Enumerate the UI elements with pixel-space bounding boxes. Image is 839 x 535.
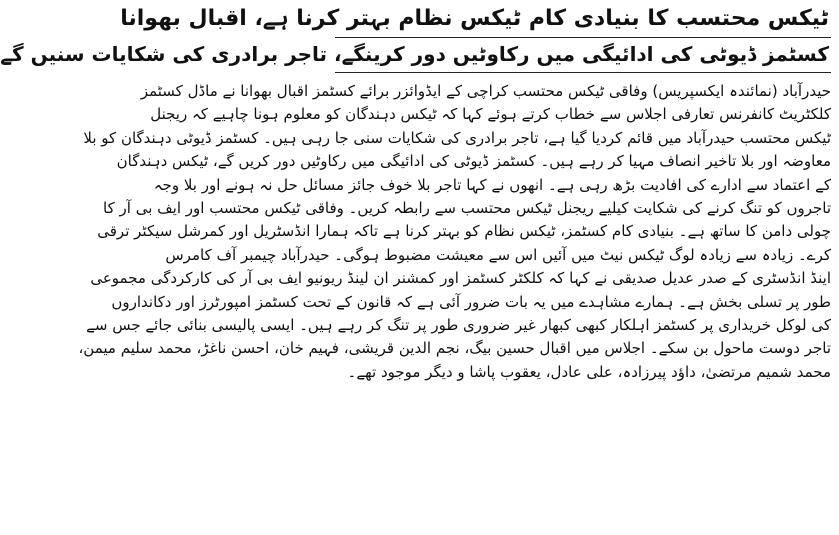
body-line: اینڈ انڈسٹری کے صدر عدیل صدیقی نے کہا کہ کلکٹر کسٹمز اور کمشنر ان لینڈ ریونیو ایف بی آر کی کارکردگی مجموعی xyxy=(90,269,831,288)
body-line: کرے۔ زیادہ سے زیادہ لوگ ٹیکس نیٹ میں آئیں اس سے معیشت مضبوط ہوگی۔ حیدرآباد چیمبر آف کامرس xyxy=(165,245,831,264)
body-line: کی لوکل خریداری پر کسٹمز اہلکار کبھی کبھار غیر ضروری طور پر تنگ کر رہے ہیں۔ ایسی پالیسی بنائی جائے جس سے xyxy=(86,315,831,334)
headline-main: ٹیکس محتسب کا بنیادی کام ٹیکس نظام بہتر کرنا ہے، اقبال بھوانا xyxy=(120,6,829,31)
article-body xyxy=(78,80,831,384)
body-line: تاجر دوست ماحول بن سکے۔ اجلاس میں اقبال حسین بیگ، نجم الدین قریشی، فہیم خان، احسن ناغڑ، محمد سلیم میمن، xyxy=(78,339,831,358)
divider-bottom xyxy=(335,72,831,73)
body-line: طور پر تسلی بخش ہے۔ ہمارے مشاہدے میں یہ بات ضرور آئی ہے کہ قانون کے تحت کسٹمز امپورٹرز اور دکانداروں xyxy=(111,292,831,311)
body-line: ٹیکس محتسب حیدرآباد میں قائم کردیا گیا ہے، تاجر برادری کی شکایات سنی جا رہی ہیں۔ کسٹمز ڈیوٹی دہندگان کو بلا xyxy=(83,128,831,147)
body-line: محمد شمیم مرتضیٰ، داؤد پیرزادہ، علی عادل، یعقوب پاشا و دیگر موجود تھے۔ xyxy=(347,362,831,381)
body-line: حیدرآباد (نمائندہ ایکسپریس) وفاقی ٹیکس محتسب کراچی کے ایڈوائزر برائے کسٹمز اقبال بھوانا نے ماڈل کسٹمز xyxy=(140,82,831,100)
body-line: کلکٹریٹ کانفرنس تعارفی اجلاس سے خطاب کرتے ہوئے کہا کہ ٹیکس دہندگان کو معلوم ہونا چاہیے کہ ریجنل xyxy=(150,105,831,124)
body-line: چولی دامن کا ساتھ ہے۔ بنیادی کام کسٹمز، ٹیکس نظام کو بہتر کرنا ہے تاکہ ہمارا انڈسٹریل اور کمرشل سیکٹر ترقی xyxy=(97,222,831,241)
headline-secondary: کسٹمز ڈیوٹی کی ادائیگی میں رکاوٹیں دور کرینگے، تاجر برادری کی شکایات سنیں گے xyxy=(0,42,829,66)
body-line: تاجروں کو تنگ کرنے کی شکایت کیلیے ریجنل ٹیکس محتسب سے رابطہ کریں۔ وفاقی ٹیکس محتسب اور ایف بی آر کا xyxy=(103,198,831,217)
body-line: کے اعتماد سے ادارے کی افادیت بڑھ رہی ہے۔ انھوں نے کہا تاجر بلا خوف جائز مسائل حل نہ ہونے اور بلا وجہ xyxy=(153,175,831,194)
body-line: معاوضہ اور بلا تاخیر انصاف مہیا کر رہے ہیں۔ کسٹمز ڈیوٹی کی ادائیگی میں رکاوٹیں دور کریں گے، ٹیکس دہندگان xyxy=(116,152,831,171)
